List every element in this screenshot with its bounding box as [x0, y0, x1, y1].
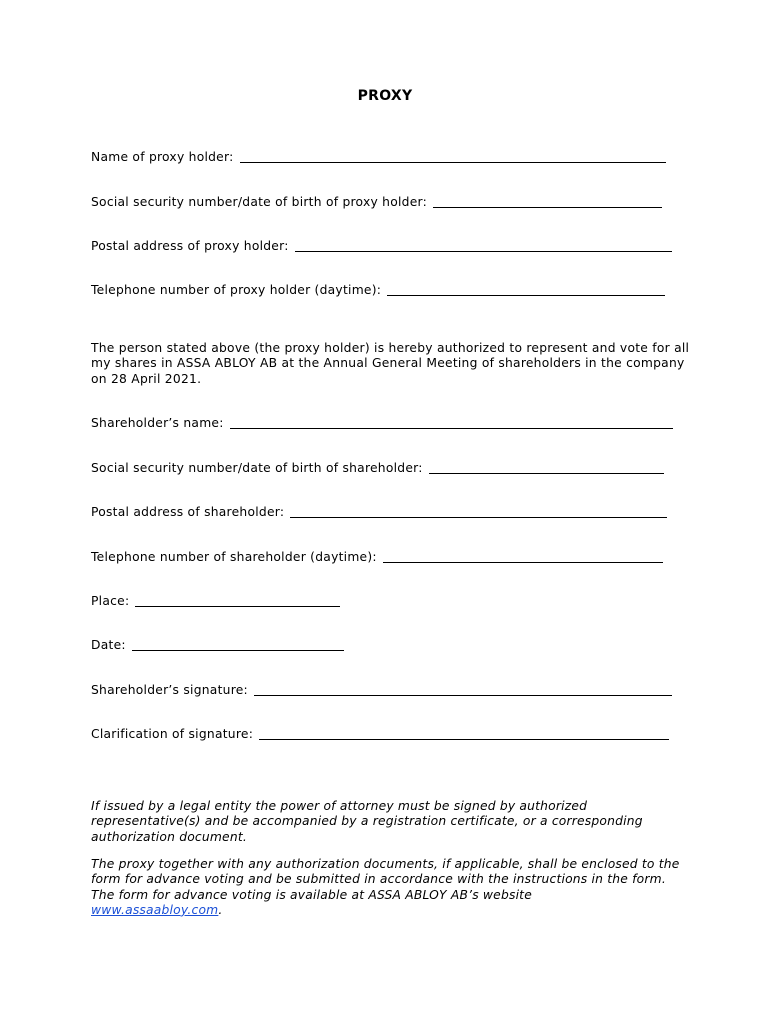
proxy-holder-phone-input[interactable] — [387, 283, 665, 296]
enclosure-note — [91, 857, 691, 918]
legal-entity-note: If issued by a legal entity the power of attorney must be signed by authorized representative(s) and be accompanied by a registration certificate, or a corresponding authorization document. — [91, 799, 643, 844]
date-field — [91, 636, 344, 652]
shareholder-signature-field — [91, 681, 672, 697]
authorization-paragraph: The person stated above (the proxy holder) is hereby authorized to represent and vote for all my shares in ASSA ABLOY AB at the Annual General Meeting of shareholders in the company on 28 April 2021. — [91, 341, 690, 386]
shareholder-name-field — [91, 414, 673, 430]
field-label: Name of proxy holder: — [91, 150, 234, 164]
clarification-of-signature-input[interactable] — [259, 727, 669, 740]
field-label: Place: — [91, 594, 130, 608]
date-input[interactable] — [132, 638, 344, 651]
proxy-holder-address-field — [91, 237, 672, 253]
field-label: Postal address of proxy holder: — [91, 239, 289, 253]
shareholder-name-input[interactable] — [230, 416, 673, 429]
field-label: Social security number/date of birth of shareholder: — [91, 461, 423, 475]
field-label: Postal address of shareholder: — [91, 505, 285, 519]
proxy-holder-ssn-field — [91, 193, 662, 209]
proxy-holder-address-input[interactable] — [295, 239, 672, 252]
field-label: Date: — [91, 638, 126, 652]
shareholder-address-input[interactable] — [290, 505, 667, 518]
proxy-holder-name-input[interactable] — [240, 150, 666, 163]
shareholder-phone-field — [91, 548, 663, 564]
shareholder-phone-input[interactable] — [383, 550, 663, 563]
clarification-of-signature-field — [91, 725, 669, 741]
enclosure-note-text: The proxy together with any authorization documents, if applicable, shall be enclosed to the form for advance voting and be submitted in accordance with the instructions in the form. The form for advance voting is available at ASSA ABLOY AB’s website — [91, 857, 680, 902]
place-field — [91, 592, 340, 608]
field-label: Shareholder’s signature: — [91, 683, 248, 697]
shareholder-address-field — [91, 503, 667, 519]
field-label: Social security number/date of birth of proxy holder: — [91, 195, 428, 209]
enclosure-note-trailing: . — [218, 902, 223, 917]
shareholder-ssn-input[interactable] — [429, 461, 664, 474]
page-title: PROXY — [357, 88, 413, 104]
shareholder-ssn-field — [91, 459, 664, 475]
place-input[interactable] — [135, 594, 340, 607]
proxy-holder-ssn-input[interactable] — [433, 195, 662, 208]
proxy-holder-phone-field — [91, 281, 665, 297]
proxy-holder-name-field — [91, 148, 666, 164]
field-label: Telephone number of proxy holder (daytime): — [91, 283, 382, 297]
field-label: Shareholder’s name: — [91, 416, 224, 430]
field-label: Telephone number of shareholder (daytime): — [91, 550, 377, 564]
field-label: Clarification of signature: — [91, 727, 254, 741]
website-link[interactable]: www.assaabloy.com — [91, 902, 219, 917]
shareholder-signature-input[interactable] — [254, 683, 672, 696]
